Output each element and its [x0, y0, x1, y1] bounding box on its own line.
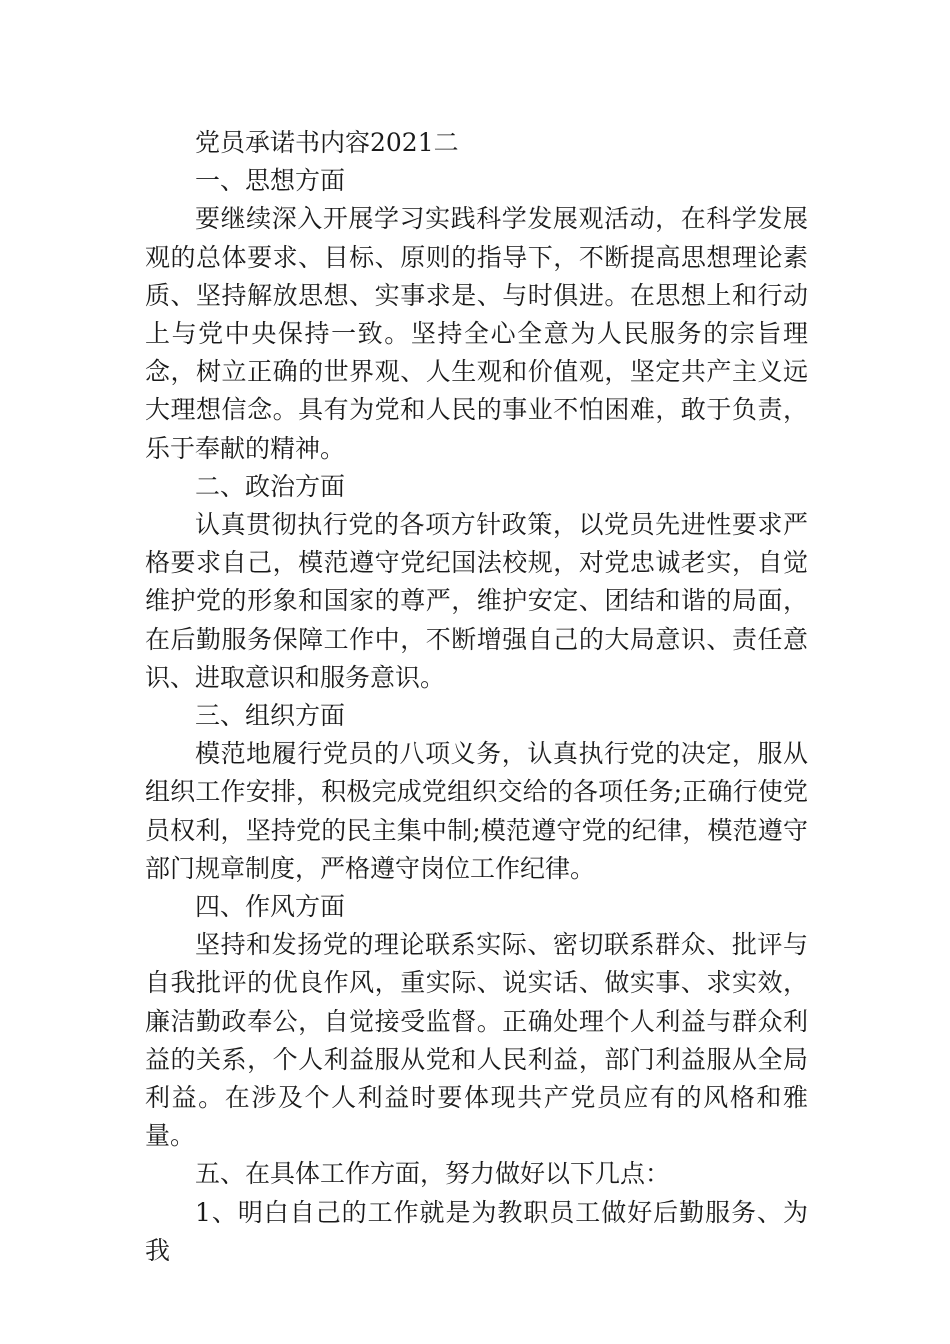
document-page — [145, 124, 808, 1270]
section-heading-4: 四、作风方面 — [195, 892, 346, 922]
section-heading-1: 一、思想方面 — [195, 166, 346, 196]
section-body-2: 认真贯彻执行党的各项方针政策，以党员先进性要求严格要求自己，模范遵守党纪国法校规，对党忠诚老实，自觉维护党的形象和国家的尊严，维护安定、团结和谐的局面，在后勤服务保障工作中，不断增强自己的大局意识、责任意识、进取意识和服务意识。 — [145, 510, 808, 692]
section-heading-5: 五、在具体工作方面，努力做好以下几点： — [195, 1159, 671, 1189]
section-body-1: 要继续深入开展学习实践科学发展观活动，在科学发展观的总体要求、目标、原则的指导下，不断提高思想理论素质、坚持解放思想、实事求是、与时俱进。在思想上和行动上与党中央保持一致。坚持全心全意为人民服务的宗旨理念，树立正确的世界观、人生观和价值观，坚定共产主义远大理想信念。具有为党和人民的事业不怕困难，敢于负责，乐于奉献的精神。 — [145, 204, 808, 463]
document-title: 党员承诺书内容2021二 — [195, 128, 459, 157]
section-body-4: 坚持和发扬党的理论联系实际、密切联系群众、批评与自我批评的优良作风，重实际、说实话、做实事、求实效，廉洁勤政奉公，自觉接受监督。正确处理个人利益与群众利益的关系，个人利益服从党和人民利益，部门利益服从全局利益。在涉及个人利益时要体现共产党员应有的风格和雅量。 — [145, 930, 808, 1151]
section-body-5: 1、明白自己的工作就是为教职员工做好后勤服务、为我 — [145, 1197, 808, 1265]
section-body-3: 模范地履行党员的八项义务，认真执行党的决定，服从组织工作安排，积极完成党组织交给的各项任务;正确行使党员权利，坚持党的民主集中制;模范遵守党的纪律，模范遵守部门规章制度，严格遵守岗位工作纪律。 — [145, 739, 808, 883]
section-heading-2: 二、政治方面 — [195, 471, 346, 501]
section-heading-3: 三、组织方面 — [195, 701, 346, 731]
